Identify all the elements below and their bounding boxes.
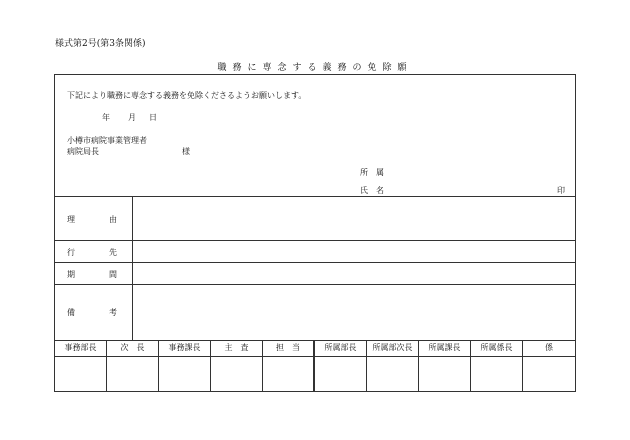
approval-header: 事務部長: [55, 340, 106, 357]
field-notes-label: 備 考: [67, 308, 117, 317]
approval-header: 担 当: [263, 340, 313, 357]
approval-cell[interactable]: [523, 340, 575, 392]
seal-label: 印: [557, 186, 565, 195]
field-destination-label: 行 先: [67, 248, 117, 257]
reason-field[interactable]: [133, 197, 575, 240]
date-month-label: 月: [128, 113, 136, 122]
recipient-honorific: 様: [182, 147, 190, 156]
approval-cell[interactable]: [55, 340, 107, 392]
approval-stamp-row: [55, 340, 575, 392]
destination-field[interactable]: [133, 241, 575, 262]
form-title: 職務に専念する義務の免除願: [217, 63, 413, 73]
recipient-line-2: 病院局長: [67, 147, 99, 156]
recipient-line-1: 小樽市病院事業管理者: [67, 136, 147, 145]
approval-header: 所属部長: [315, 340, 366, 357]
approval-cell[interactable]: [159, 340, 211, 392]
approval-cell[interactable]: [107, 340, 159, 392]
approval-header: 所属課長: [419, 340, 470, 357]
name-label: 氏名: [360, 186, 392, 195]
approval-header: 事務課長: [159, 340, 210, 357]
approval-header: 係: [523, 340, 575, 357]
field-period-label: 期 間: [67, 270, 117, 279]
approval-cell[interactable]: [367, 340, 419, 392]
notes-field[interactable]: [133, 285, 575, 340]
approval-cell[interactable]: [419, 340, 471, 392]
approval-cell[interactable]: [211, 340, 263, 392]
request-text: 下記により職務に専念する義務を免除くださるようお願いします。: [67, 91, 307, 100]
date-day-label: 日: [149, 113, 157, 122]
approval-cell[interactable]: [471, 340, 523, 392]
approval-header: 所属係長: [471, 340, 522, 357]
approval-cell[interactable]: [263, 340, 315, 392]
approval-cell[interactable]: [315, 340, 367, 392]
affiliation-label: 所属: [360, 168, 392, 177]
approval-header: 次 長: [107, 340, 158, 357]
approval-header: 主 査: [211, 340, 262, 357]
field-reason-label: 理 由: [67, 215, 117, 224]
form-number: 様式第2号(第3条関係): [55, 39, 146, 49]
exemption-request-form: [54, 74, 576, 392]
date-year-label: 年: [102, 113, 110, 122]
approval-header: 所属部次長: [367, 340, 418, 357]
period-field[interactable]: [133, 263, 575, 284]
